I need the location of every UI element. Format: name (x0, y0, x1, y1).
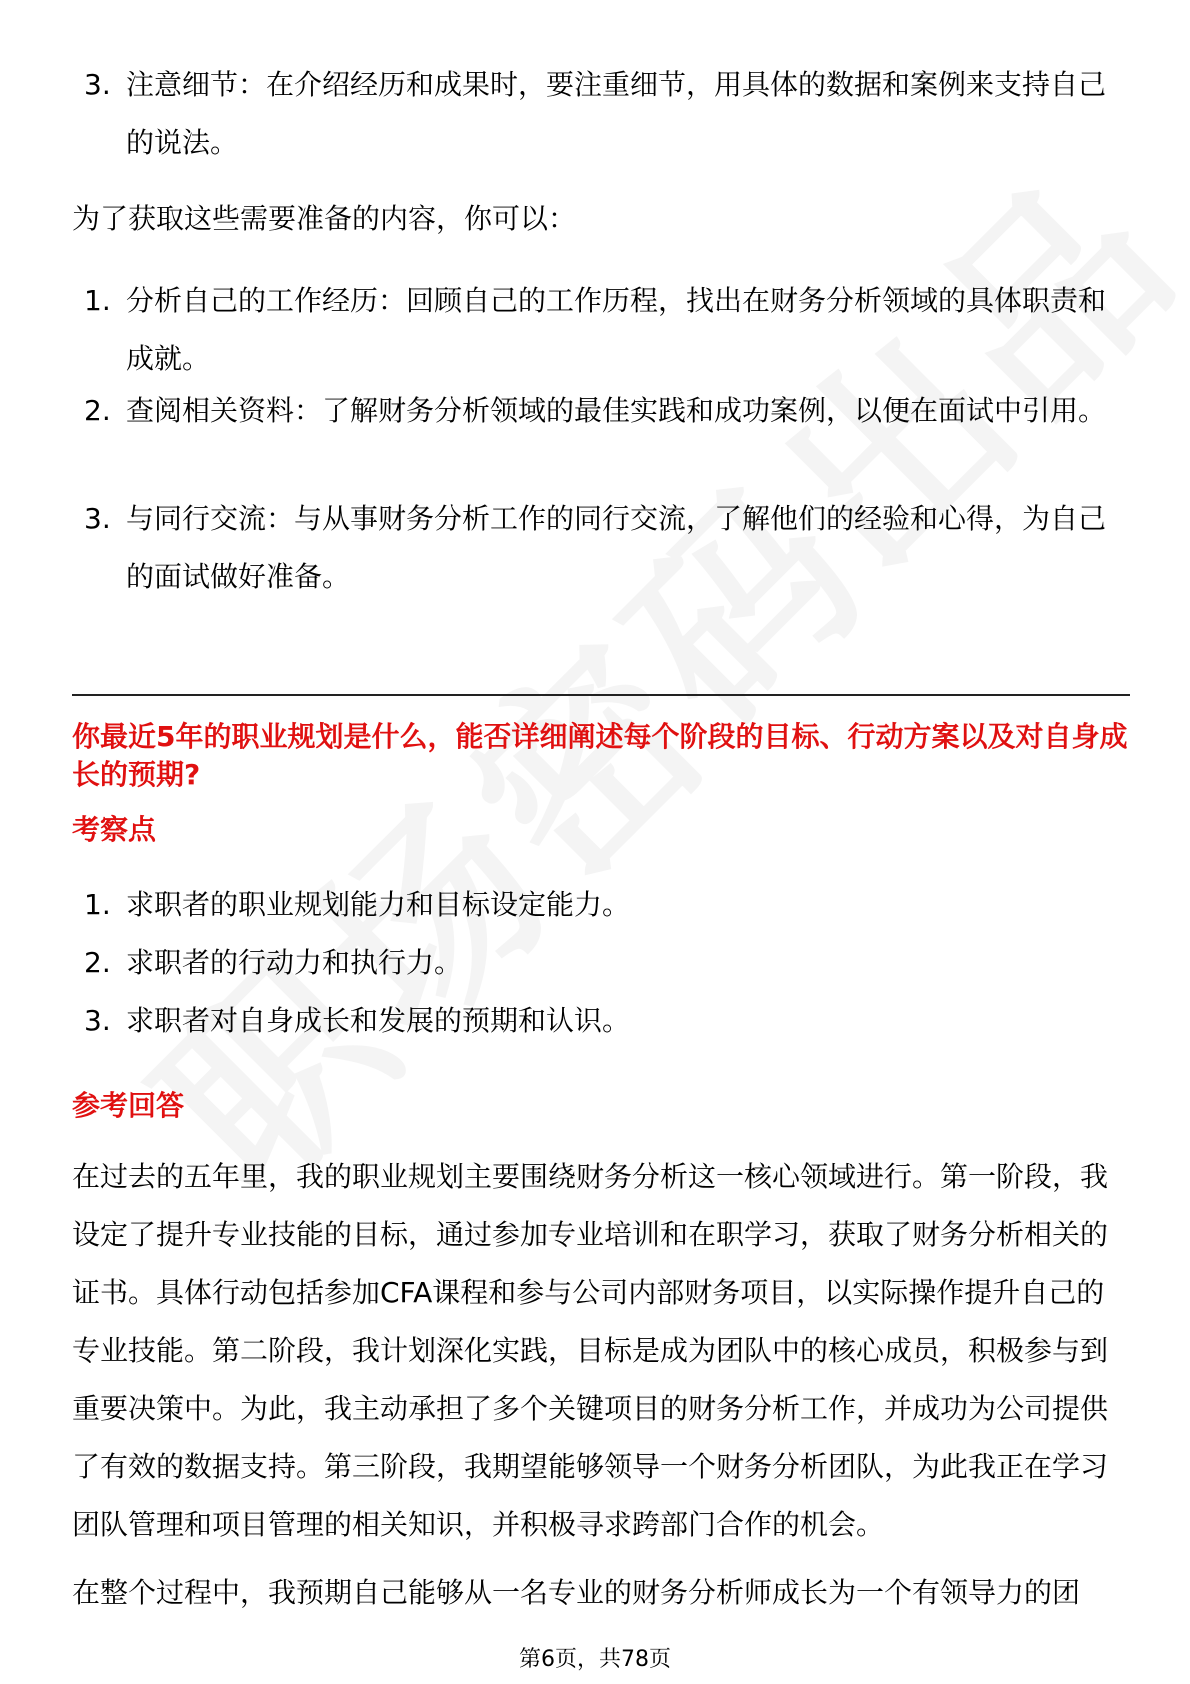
list-number: 2. (84, 946, 111, 979)
list-item (84, 272, 1132, 388)
list-text: 求职者对自身成长和发展的预期和认识。 (126, 1004, 631, 1037)
list-number: 3. (84, 502, 111, 535)
prep-intro: 为了获取这些需要准备的内容，你可以： (72, 202, 577, 235)
list-item (84, 876, 1132, 934)
answer-paragraph: 在过去的五年里，我的职业规划主要围绕财务分析这一核心领域进行。第一阶段，我设定了提升专业技能的目标，通过参加专业培训和在职学习，获取了财务分析相关的证书。具体行动包括参加CFA课程和参与公司内部财务项目，以实际操作提升自己的专业技能。第二阶段，我计划深化实践，目标是成为团队中的核心成员，积极参与到重要决策中。为此，我主动承担了多个关键项目的财务分析工作，并成功为公司提供了有效的数据支持。第三阶段，我期望能够领导一个财务分析团队，为此我正在学习团队管理和项目管理的相关知识，并积极寻求跨部门合作的机会。 (72, 1160, 1109, 1541)
list-text: 求职者的行动力和执行力。 (126, 946, 463, 979)
list-number: 3. (84, 1004, 111, 1037)
list-item (84, 56, 1132, 172)
list-text: 注意细节：在介绍经历和成果时，要注重细节，用具体的数据和案例来支持自己的说法。 (126, 68, 1107, 159)
list-item (84, 992, 1132, 1050)
list-number: 2. (84, 394, 111, 427)
answer-paragraph: 在整个过程中，我预期自己能够从一名专业的财务分析师成长为一个有领导力的团 (72, 1576, 1081, 1609)
page-number-footer: 第6页，共78页 (519, 1647, 671, 1672)
list-item (84, 934, 1132, 992)
question-heading: 你最近5年的职业规划是什么，能否详细阐述每个阶段的目标、行动方案以及对自身成长的预期? (72, 720, 1128, 791)
list-item (84, 490, 1132, 606)
list-text: 求职者的职业规划能力和目标设定能力。 (126, 888, 631, 921)
list-number: 1. (84, 284, 111, 317)
list-text: 分析自己的工作经历：回顾自己的工作历程，找出在财务分析领域的具体职责和成就。 (126, 284, 1107, 375)
list-text: 查阅相关资料：了解财务分析领域的最佳实践和成功案例，以便在面试中引用。 (126, 394, 1107, 427)
list-text: 与同行交流：与从事财务分析工作的同行交流，了解他们的经验和心得，为自己的面试做好准备。 (126, 502, 1107, 593)
list-number: 3. (84, 68, 111, 101)
focus-heading: 考察点 (72, 813, 157, 846)
answer-heading: 参考回答 (72, 1089, 185, 1122)
section-divider (72, 694, 1130, 696)
list-number: 1. (84, 888, 111, 921)
list-item (84, 382, 1132, 440)
